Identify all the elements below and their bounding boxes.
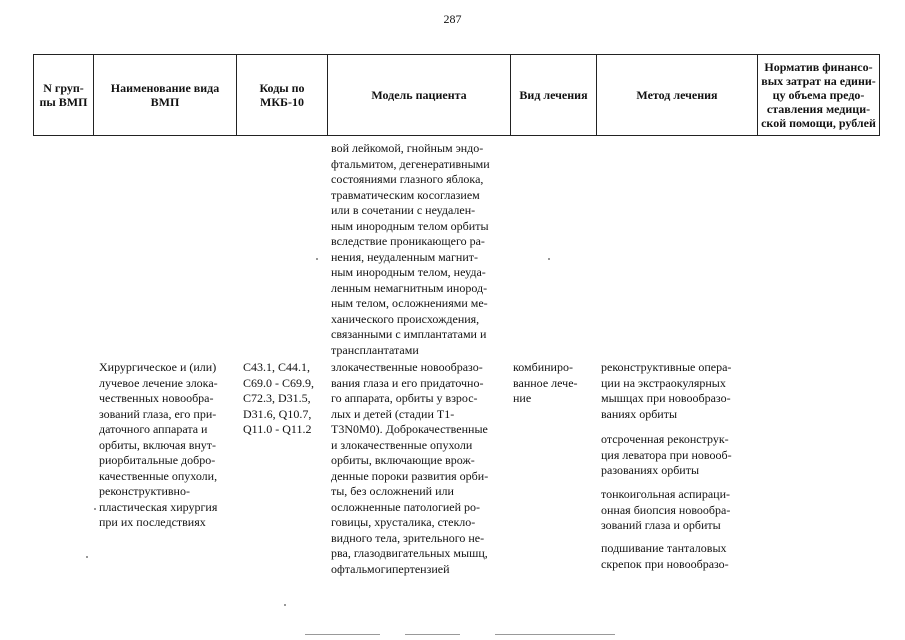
row2-method-3: тонкоигольная аспираци- онная биопсия новообра- зований глаза и орбиты	[601, 487, 731, 532]
scan-speck	[548, 258, 550, 260]
scan-speck	[86, 556, 88, 558]
row2-method-1: реконструктивные опера- ции на экстраокулярных мышцах при новообразо- ваниях орбиты	[601, 360, 732, 421]
header-cost-norm	[758, 55, 879, 135]
row2-patient-model: злокачественные новообразо- вания глаза и его придаточно- го аппарата, орбиты у взрос- лых и детей (стадии T1- T3N0M0). Доброкачественные и злокачественные опухоли орбиты, включающие врож- денные пороки развития орби- ты, без осложнений или осложненные патологией ро- говицы, хрусталика, стекло- видного тела, зрительного не- рва, глазодвигательных мышц, офтальмогипертензией	[331, 360, 489, 576]
header-patient-model	[328, 55, 510, 135]
header-treatment-type-text: Вид лечения	[519, 88, 588, 102]
scan-speck	[94, 508, 96, 510]
header-treatment-method	[597, 55, 757, 135]
header-group-number	[34, 55, 93, 135]
header-vmp-name-text: Наименование вида ВМП	[110, 81, 220, 109]
scan-speck	[316, 258, 318, 260]
row2-icd-codes: C43.1, C44.1, C69.0 - C69.9, C72.3, D31.5, D31.6, Q10.7, Q11.0 - Q11.2	[243, 360, 315, 436]
scan-edge-line	[305, 634, 380, 635]
header-treatment-method-text: Метод лечения	[636, 88, 718, 102]
row1-patient-model: вой лейкомой, гнойным эндо- фтальмитом, дегенеративными состояниями глазного яблока, травматическим косоглазием или в сочетании с неудален- ным инородным телом орбиты вследствие проникающего ра- нения, неудаленным магнит- ным инородным телом, неуда- ленным немагнитным инород- ным телом, осложнениями ме- ханического происхождения, связанными с имплантатами и трансплантатами	[331, 141, 490, 357]
header-treatment-type	[511, 55, 596, 135]
header-cost-norm-text: Норматив финансо- вых затрат на едини- цу объема предо- ставления медици- ской помощи, рублей	[761, 60, 876, 130]
row2-treatment-type: комбиниро- ванное лече- ние	[513, 360, 578, 405]
page-number: 287	[443, 12, 462, 26]
header-icd-codes-text: Коды по МКБ-10	[259, 81, 305, 109]
row2-method-2: отсроченная реконструк- ция леватора при новооб- разованиях орбиты	[601, 432, 732, 477]
header-vmp-name	[94, 55, 236, 135]
row2-vmp-name: Хирургическое и (или) лучевое лечение злока- чественных новообра- зований глаза, его при- даточного аппарата и орбиты, включая внут- риорбитальные добро- качественные опухоли, реконструктивно- пластическая хирургия при их последствиях	[99, 360, 218, 529]
scan-edge-line	[495, 634, 615, 635]
header-bottom-border	[33, 135, 880, 136]
scan-edge-line	[405, 634, 460, 635]
header-patient-model-text: Модель пациента	[371, 88, 467, 102]
row2-method-4: подшивание танталовых скрепок при новообразо-	[601, 541, 729, 571]
header-group-number-text: N груп- пы ВМП	[39, 81, 88, 109]
header-icd-codes	[237, 55, 327, 135]
column-divider	[879, 54, 880, 136]
scan-speck	[284, 604, 286, 606]
